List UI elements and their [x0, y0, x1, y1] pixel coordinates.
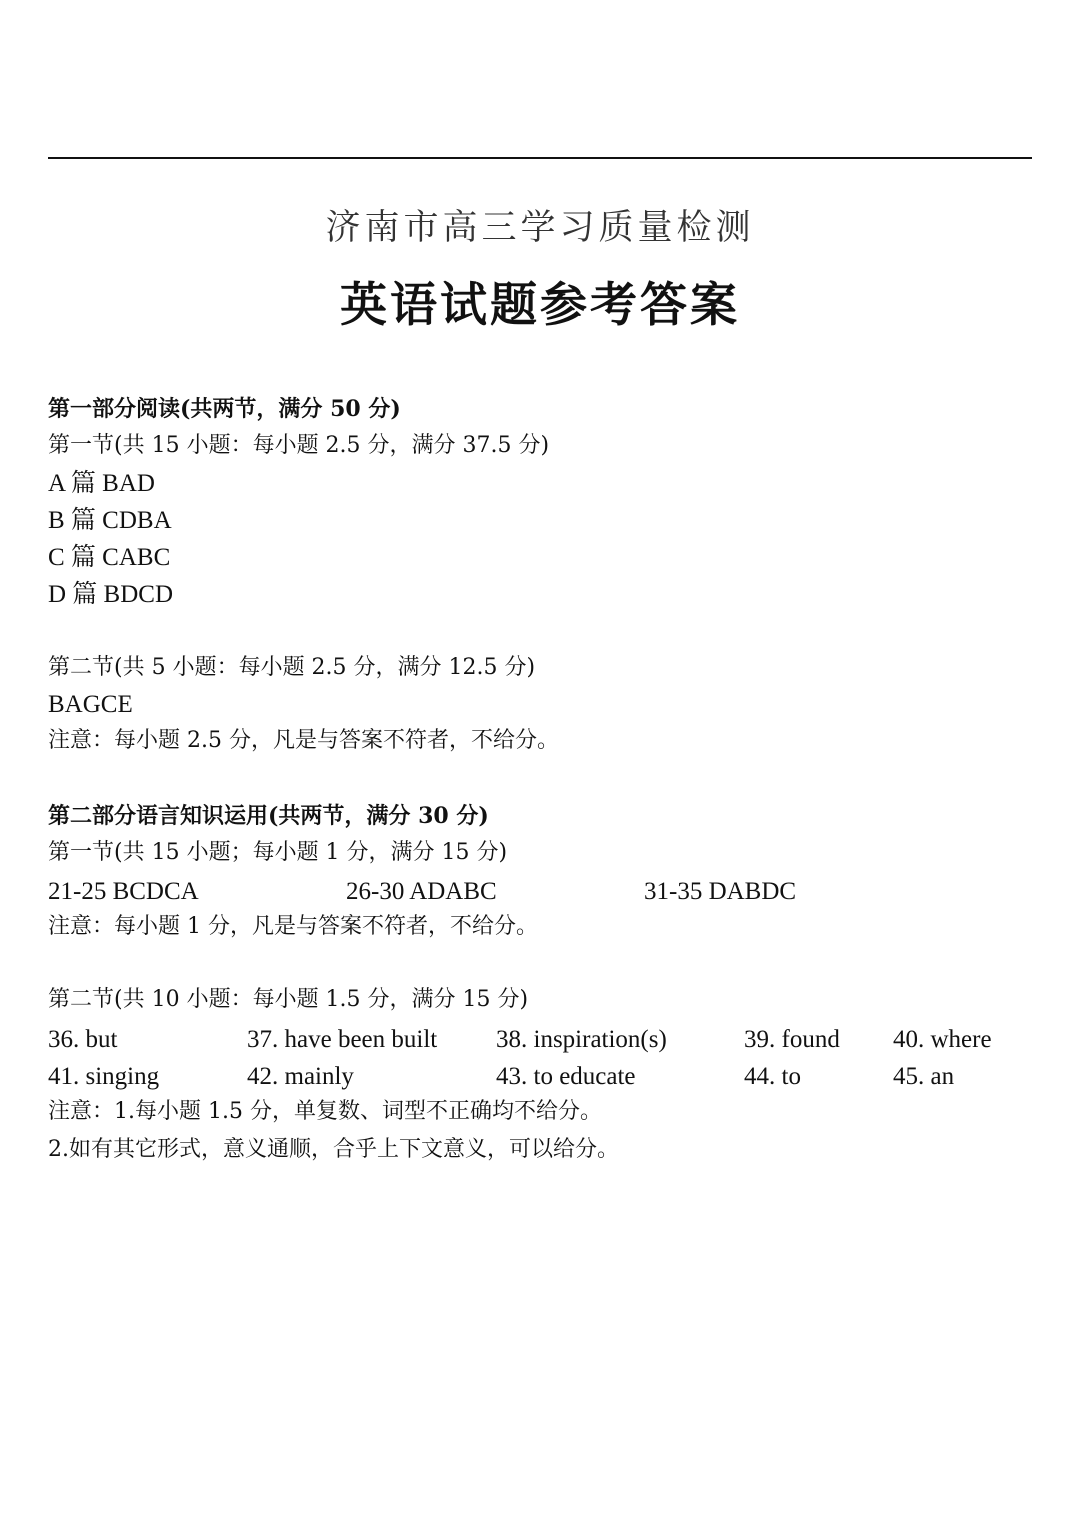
document-title: 英语试题参考答案	[340, 278, 740, 333]
answer-d: D 篇 BDCD	[48, 581, 174, 608]
part2-section1-heading: 第一节(共 15 小题；每小题 1 分，满分 15 分)	[48, 840, 508, 865]
answer-39: 39. found	[744, 1026, 840, 1053]
top-rule	[48, 157, 1032, 159]
answer-43: 43. to educate	[496, 1063, 636, 1090]
answer-36: 36. but	[48, 1026, 118, 1053]
answer-41: 41. singing	[48, 1063, 160, 1090]
answer-group-26-30: 26-30 ADABC	[346, 878, 497, 905]
part2-section2-heading: 第二节(共 10 小题：每小题 1.5 分，满分 15 分)	[48, 987, 529, 1012]
part2-section2-note1: 注意：1.每小题 1.5 分，单复数、词型不正确均不给分。	[48, 1099, 602, 1124]
part1-section2-answer: BAGCE	[48, 691, 133, 718]
answer-45: 45. an	[893, 1063, 955, 1090]
answer-38: 38. inspiration(s)	[496, 1026, 667, 1053]
answer-a: A 篇 BAD	[48, 470, 155, 497]
part2-section2-note2: 2.如有其它形式，意义通顺，合乎上下文意义，可以给分。	[48, 1137, 619, 1162]
answer-b: B 篇 CDBA	[48, 507, 172, 534]
part2-heading: 第二部分语言知识运用(共两节，满分 30 分)	[48, 803, 489, 829]
answer-40: 40. where	[893, 1026, 992, 1053]
answer-37: 37. have been built	[247, 1026, 438, 1053]
part1-section2-note: 注意：每小题 2.5 分，凡是与答案不符者，不给分。	[48, 728, 559, 753]
answer-group-21-25: 21-25 BCDCA	[48, 878, 199, 905]
part1-section2-heading: 第二节(共 5 小题：每小题 2.5 分，满分 12.5 分)	[48, 655, 536, 680]
answer-group-31-35: 31-35 DABDC	[644, 878, 797, 905]
part2-section1-note: 注意：每小题 1 分，凡是与答案不符者，不给分。	[48, 914, 538, 939]
answer-c: C 篇 CABC	[48, 544, 171, 571]
answer-42: 42. mainly	[247, 1063, 354, 1090]
document-subtitle: 济南市高三学习质量检测	[325, 208, 755, 248]
part1-heading: 第一部分阅读(共两节，满分 50 分)	[48, 396, 401, 422]
part1-section1-heading: 第一节(共 15 小题：每小题 2.5 分，满分 37.5 分)	[48, 433, 550, 458]
answer-44: 44. to	[744, 1063, 801, 1090]
